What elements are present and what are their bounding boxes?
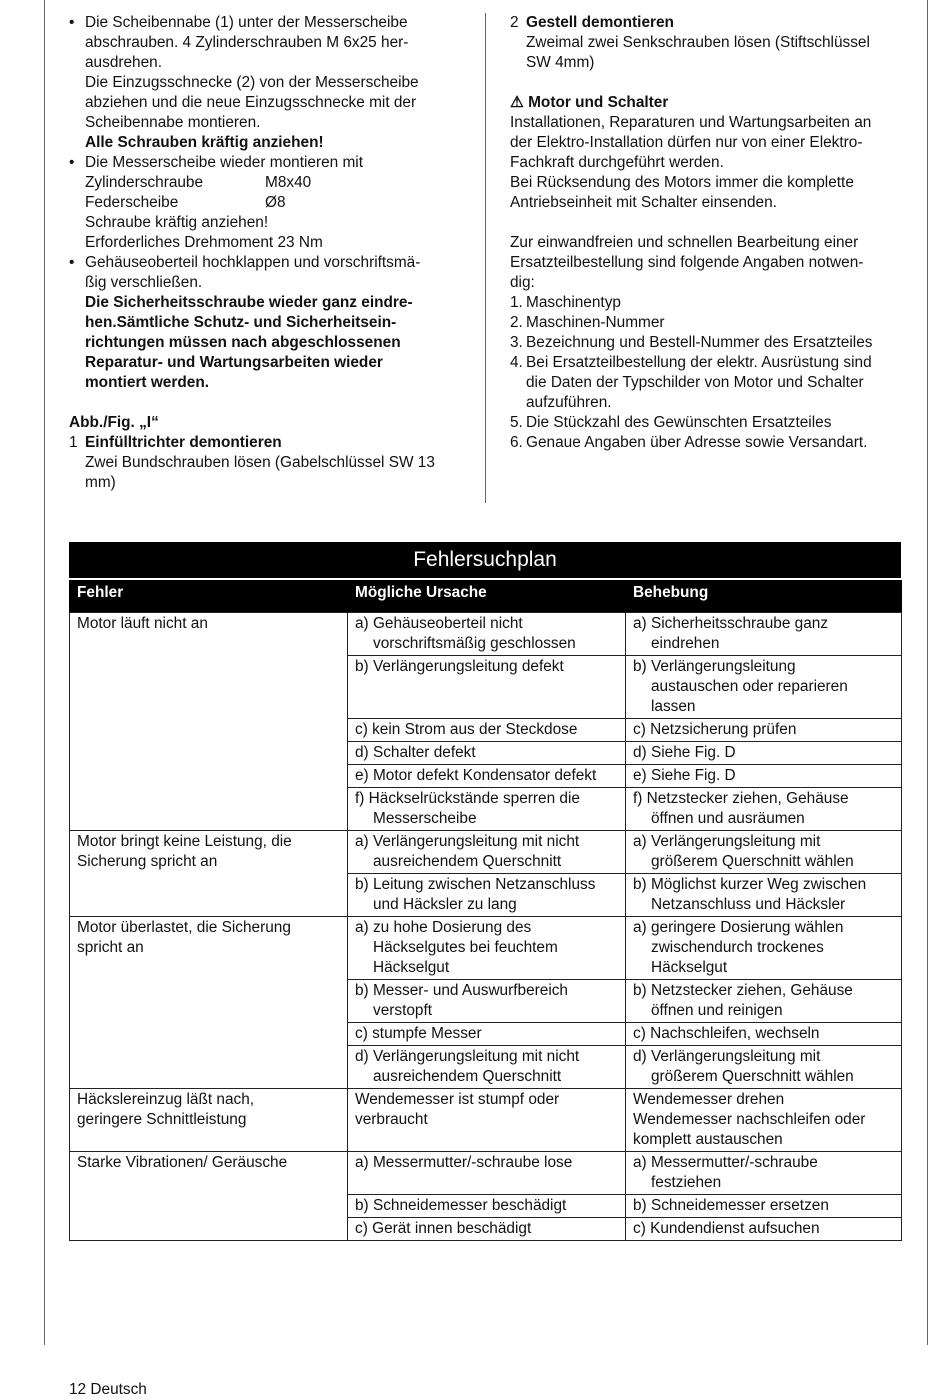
text-line: mm) xyxy=(85,474,116,491)
text-line: Genaue Angaben über Adresse sowie Versandart. xyxy=(526,434,868,451)
cell-ursache xyxy=(348,980,626,1023)
header-fehler: Fehler xyxy=(70,580,348,613)
spec-value: M8x40 xyxy=(265,174,312,191)
right-margin-rule xyxy=(927,0,928,1345)
cell-line: a) zu hohe Dosierung des xyxy=(355,919,532,936)
cell-fehler xyxy=(70,613,348,831)
order-list xyxy=(510,293,902,453)
text-line: montiert werden. xyxy=(85,374,209,391)
text-line: Zweimal zwei Senkschrauben lösen (Stiftschlüssel xyxy=(526,34,870,51)
text-line: • Gehäuseoberteil hochklappen und vorschriftsmä- xyxy=(85,254,421,271)
cell-ursache xyxy=(348,1218,626,1241)
step-1-text xyxy=(85,453,464,493)
cell-line: zwischendurch trockenes xyxy=(651,939,824,956)
text-line: aufzuführen. xyxy=(526,394,612,411)
cell-behebung xyxy=(626,1218,902,1241)
cell-line: a) Gehäuseoberteil nicht xyxy=(355,615,523,632)
cell-line: größerem Querschnitt wählen xyxy=(651,853,854,870)
cell-line: d) Siehe Fig. D xyxy=(633,744,736,761)
cell-line: Netzanschluss und Häcksler xyxy=(651,896,846,913)
cell-line: öffnen und reinigen xyxy=(651,1002,783,1019)
text-line: Die Sicherheitsschraube wieder ganz eindre- xyxy=(85,294,413,311)
motor-text xyxy=(510,113,902,213)
cell-ursache xyxy=(348,1089,626,1152)
column-divider-rule xyxy=(485,13,486,503)
spec-name: Zylinderschraube xyxy=(85,174,204,191)
bullet-2-intro: • Die Messerscheibe wieder montieren mit xyxy=(85,154,363,171)
cell-ursache xyxy=(348,917,626,980)
left-margin-rule xyxy=(44,0,45,1345)
cell-ursache xyxy=(348,1195,626,1218)
page-footer: 12 Deutsch xyxy=(69,1381,147,1398)
text-line: Maschinentyp xyxy=(526,294,621,311)
text-line: Installationen, Reparaturen und Wartungsarbeiten an xyxy=(510,114,872,131)
cell-ursache xyxy=(348,1023,626,1046)
cell-behebung xyxy=(626,980,902,1023)
order-list-item xyxy=(510,413,902,433)
bullet-2-text xyxy=(85,213,464,253)
table-row xyxy=(70,831,902,874)
text-line: Die Einzugsschnecke (2) von der Messerscheibe xyxy=(85,74,419,91)
cell-line: komplett austauschen xyxy=(633,1131,783,1148)
cell-line: a) Sicherheitsschraube ganz xyxy=(633,615,829,632)
step-number: 2 xyxy=(510,14,519,31)
cell-line: a) Verlängerungsleitung mit nicht xyxy=(355,833,580,850)
cell-behebung xyxy=(626,831,902,874)
header-behebung: Behebung xyxy=(626,580,902,613)
cell-behebung xyxy=(626,1152,902,1195)
cell-ursache xyxy=(348,742,626,765)
cell-line: Wendemesser nachschleifen oder xyxy=(633,1111,866,1128)
header-ursache: Mögliche Ursache xyxy=(348,580,626,613)
cell-ursache xyxy=(348,788,626,831)
list-number: 4. xyxy=(510,354,523,371)
cell-ursache xyxy=(348,765,626,788)
text-line: Schraube kräftig anziehen! xyxy=(85,214,269,231)
list-number: 3. xyxy=(510,334,523,351)
text-line: Die Stückzahl des Gewünschten Ersatzteiles xyxy=(526,414,832,431)
cell-line: lassen xyxy=(651,698,696,715)
cell-line: f) Netzstecker ziehen, Gehäuse xyxy=(633,790,849,807)
spec-name: Federscheibe xyxy=(85,194,179,211)
cell-line: b) Möglichst kurzer Weg zwischen xyxy=(633,876,867,893)
cell-behebung xyxy=(626,1195,902,1218)
table-header-row xyxy=(70,580,902,613)
text-line: richtungen müssen nach abgeschlossenen xyxy=(85,334,401,351)
cell-line: eindrehen xyxy=(651,635,720,652)
motor-heading xyxy=(510,93,902,113)
cell-behebung xyxy=(626,874,902,917)
cell-line: Starke Vibrationen/ Geräusche xyxy=(77,1154,288,1171)
text-line: ßig verschließen. xyxy=(85,274,203,291)
cell-line: geringere Schnittleistung xyxy=(77,1111,247,1128)
cell-line: ausreichendem Querschnitt xyxy=(373,1068,562,1085)
cell-line: Häckselgut xyxy=(651,959,728,976)
right-column xyxy=(510,13,902,453)
cell-behebung xyxy=(626,1046,902,1089)
bullet-1-text xyxy=(85,13,464,133)
cell-line: d) Verlängerungsleitung mit xyxy=(633,1048,821,1065)
cell-line: b) Schneidemesser beschädigt xyxy=(355,1197,567,1214)
list-number: 2. xyxy=(510,314,523,331)
cell-line: Motor bringt keine Leistung, die xyxy=(77,833,292,850)
cell-fehler xyxy=(70,831,348,917)
text-line: Maschinen-Nummer xyxy=(526,314,665,331)
cell-line: b) Leitung zwischen Netzanschluss xyxy=(355,876,596,893)
cell-line: c) Nachschleifen, wechseln xyxy=(633,1025,820,1042)
cell-line: b) Verlängerungsleitung defekt xyxy=(355,658,564,675)
cell-line: c) Netzsicherung prüfen xyxy=(633,721,797,738)
step-number: 1 xyxy=(69,434,78,451)
step-1 xyxy=(69,433,464,493)
cell-line: Wendemesser ist stumpf oder xyxy=(355,1091,560,1108)
step-title: Einfülltrichter demontieren xyxy=(85,434,282,451)
cell-line: Motor überlastet, die Sicherung xyxy=(77,919,291,936)
text-line: Zwei Bundschrauben lösen (Gabelschlüssel SW 13 xyxy=(85,454,435,471)
table-body xyxy=(70,613,902,1241)
cell-line: e) Siehe Fig. D xyxy=(633,767,736,784)
bullet-item xyxy=(69,253,464,393)
cell-behebung xyxy=(626,742,902,765)
cell-line: verbraucht xyxy=(355,1111,428,1128)
order-intro xyxy=(510,233,902,293)
table-row xyxy=(70,613,902,656)
troubleshooting-table xyxy=(69,580,902,1241)
text-line: Scheibennabe montieren. xyxy=(85,114,261,131)
text-line: der Elektro-Installation dürfen nur von einer Elektro- xyxy=(510,134,863,151)
cell-behebung xyxy=(626,1023,902,1046)
cell-ursache xyxy=(348,656,626,719)
order-list-item xyxy=(510,433,902,453)
cell-line: austauschen oder reparieren xyxy=(651,678,848,695)
cell-ursache xyxy=(348,1152,626,1195)
cell-behebung xyxy=(626,656,902,719)
motor-heading-text: Motor und Schalter xyxy=(528,94,669,111)
cell-behebung xyxy=(626,917,902,980)
text-line: SW 4mm) xyxy=(526,54,595,71)
text-line: Bei Ersatzteilbestellung der elektr. Ausrüstung sind xyxy=(526,354,872,371)
cell-ursache xyxy=(348,831,626,874)
cell-line: festziehen xyxy=(651,1174,722,1191)
cell-line: öffnen und ausräumen xyxy=(651,810,805,827)
text-line: abschrauben. 4 Zylinderschrauben M 6x25 her- xyxy=(85,34,409,51)
cell-behebung xyxy=(626,719,902,742)
cell-ursache xyxy=(348,613,626,656)
cell-ursache xyxy=(348,719,626,742)
text-line: Zur einwandfreien und schnellen Bearbeitung einer xyxy=(510,234,859,251)
spec-row xyxy=(85,173,464,193)
cell-fehler xyxy=(70,1089,348,1152)
text-line: Bezeichnung und Bestell-Nummer des Ersatzteiles xyxy=(526,334,873,351)
cell-line: verstopft xyxy=(373,1002,433,1019)
safety-warning xyxy=(85,293,464,393)
bullet-item xyxy=(69,153,464,253)
cell-line: ausreichendem Querschnitt xyxy=(373,853,562,870)
screw-spec-list xyxy=(85,173,464,213)
text-line: hen.Sämtliche Schutz- und Sicherheitsein- xyxy=(85,314,397,331)
text-line: Bei Rücksendung des Motors immer die komplette xyxy=(510,174,854,191)
cell-line: größerem Querschnitt wählen xyxy=(651,1068,854,1085)
bullet-3-text xyxy=(85,253,464,293)
cell-line: Häckselgutes bei feuchtem xyxy=(373,939,558,956)
step-2-text xyxy=(526,33,902,73)
cell-line: und Häcksler zu lang xyxy=(373,896,517,913)
bullet-1-bold: Alle Schrauben kräftig anziehen! xyxy=(85,134,324,151)
text-line: Ersatzteilbestellung sind folgende Angaben notwen- xyxy=(510,254,864,271)
text-line: Fachkraft durchgeführt werden. xyxy=(510,154,724,171)
cell-line: Häckselgut xyxy=(373,959,450,976)
spec-row xyxy=(85,193,464,213)
cell-line: a) Messermutter/-schraube xyxy=(633,1154,818,1171)
bullet-item xyxy=(69,13,464,153)
cell-line: spricht an xyxy=(77,939,144,956)
cell-line: Häckslereinzug läßt nach, xyxy=(77,1091,255,1108)
list-number: 6. xyxy=(510,434,523,451)
cell-line: a) Verlängerungsleitung mit xyxy=(633,833,821,850)
cell-behebung xyxy=(626,1089,902,1152)
cell-ursache xyxy=(348,874,626,917)
order-list-item xyxy=(510,333,902,353)
table-title: Fehlersuchplan xyxy=(69,542,901,578)
cell-ursache xyxy=(348,1046,626,1089)
order-list-item xyxy=(510,353,902,413)
spec-value: Ø8 xyxy=(265,194,286,211)
cell-line: c) Gerät innen beschädigt xyxy=(355,1220,532,1237)
text-line: Antriebseinheit mit Schalter einsenden. xyxy=(510,194,777,211)
text-line: Erforderliches Drehmoment 23 Nm xyxy=(85,234,323,251)
cell-line: f) Häckselrückstände sperren die xyxy=(355,790,580,807)
cell-line: e) Motor defekt Kondensator defekt xyxy=(355,767,597,784)
list-number: 1. xyxy=(510,294,523,311)
cell-line: c) Kundendienst aufsuchen xyxy=(633,1220,820,1237)
figure-heading: Abb./Fig. „I“ xyxy=(69,414,159,431)
cell-line: c) kein Strom aus der Steckdose xyxy=(355,721,578,738)
text-line: die Daten der Typschilder von Motor und Schalter xyxy=(526,374,864,391)
step-2 xyxy=(510,13,902,73)
warning-triangle-icon: ⚠ xyxy=(510,94,524,111)
cell-line: a) geringere Dosierung wählen xyxy=(633,919,844,936)
step-title: Gestell demontieren xyxy=(526,14,674,31)
cell-behebung xyxy=(626,765,902,788)
cell-fehler xyxy=(70,1152,348,1241)
table-row xyxy=(70,1089,902,1152)
cell-line: c) stumpfe Messer xyxy=(355,1025,482,1042)
text-line: Reparatur- und Wartungsarbeiten wieder xyxy=(85,354,383,371)
cell-behebung xyxy=(626,788,902,831)
text-line: dig: xyxy=(510,274,535,291)
cell-line: b) Schneidemesser ersetzen xyxy=(633,1197,829,1214)
text-line: abziehen und die neue Einzugsschnecke mit der xyxy=(85,94,417,111)
cell-line: d) Schalter defekt xyxy=(355,744,476,761)
cell-line: Messerscheibe xyxy=(373,810,477,827)
cell-line: Sicherung spricht an xyxy=(77,853,218,870)
cell-line: a) Messermutter/-schraube lose xyxy=(355,1154,573,1171)
table-row xyxy=(70,917,902,980)
cell-line: b) Verlängerungsleitung xyxy=(633,658,796,675)
list-number: 5. xyxy=(510,414,523,431)
text-line: • Die Scheibennabe (1) unter der Messerscheibe xyxy=(85,14,408,31)
text-line: ausdrehen. xyxy=(85,54,163,71)
left-column xyxy=(69,13,464,493)
cell-line: d) Verlängerungsleitung mit nicht xyxy=(355,1048,580,1065)
table-row xyxy=(70,1152,902,1195)
cell-fehler xyxy=(70,917,348,1089)
cell-line: Wendemesser drehen xyxy=(633,1091,785,1108)
cell-line: vorschriftsmäßig geschlossen xyxy=(373,635,576,652)
cell-line: b) Netzstecker ziehen, Gehäuse xyxy=(633,982,853,999)
cell-line: b) Messer- und Auswurfbereich xyxy=(355,982,568,999)
cell-line: Motor läuft nicht an xyxy=(77,615,208,632)
order-list-item xyxy=(510,313,902,333)
order-list-item xyxy=(510,293,902,313)
cell-behebung xyxy=(626,613,902,656)
